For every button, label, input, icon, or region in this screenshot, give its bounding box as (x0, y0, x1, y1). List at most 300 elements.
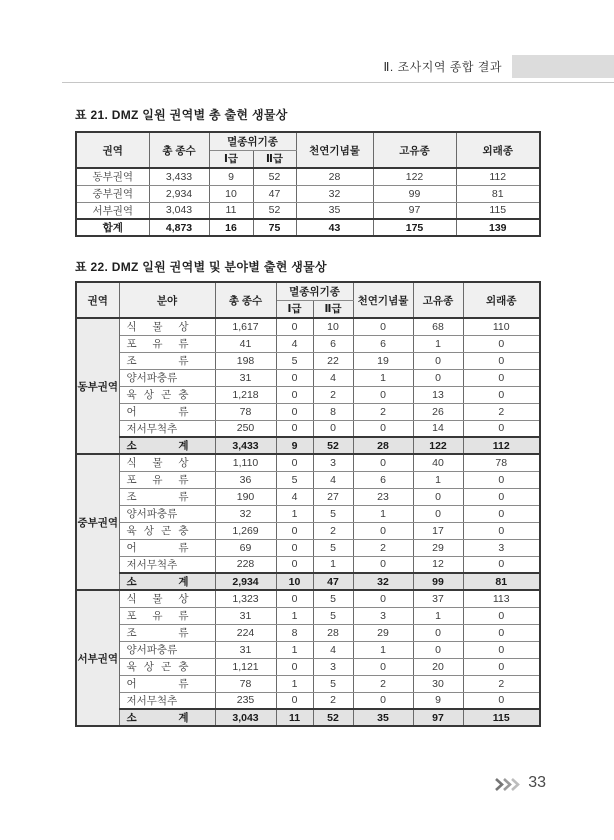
field-label-seg: 어 (126, 406, 137, 418)
value-cell: 8 (313, 403, 353, 420)
field-cell (119, 369, 215, 386)
value-cell: 3 (313, 454, 353, 471)
value-cell: 3 (313, 658, 353, 675)
column-header: 외래종 (456, 132, 540, 168)
field-cell (119, 471, 215, 488)
field-cell (119, 352, 215, 369)
value-cell: 43 (296, 219, 373, 236)
value-cell: 1,218 (215, 386, 276, 403)
field-label (127, 608, 189, 623)
value-cell: 52 (313, 709, 353, 726)
subtotal-row (76, 573, 540, 590)
biota-row (76, 369, 540, 386)
value-cell: 1 (353, 505, 413, 522)
field-label-seg: 물 (152, 321, 163, 334)
value-cell: 0 (463, 471, 540, 488)
field-cell (119, 505, 215, 522)
value-cell: 10 (276, 573, 313, 590)
value-cell: 97 (373, 202, 456, 219)
field-label (127, 319, 189, 334)
field-label-seg: 포 (126, 474, 137, 486)
field-label-seg: 충 (178, 389, 189, 401)
field-label-seg: 유 (152, 610, 163, 622)
value-cell: 28 (296, 168, 373, 185)
value-cell: 4 (313, 471, 353, 488)
value-cell: 36 (215, 471, 276, 488)
value-cell: 2 (353, 403, 413, 420)
table21-title: 표 21. DMZ 일원 권역별 총 출현 생물상 (75, 108, 288, 122)
value-cell: 1 (353, 641, 413, 658)
column-header: 외래종 (463, 282, 540, 318)
field-label-seg: 상 (143, 661, 154, 673)
field-cell (119, 488, 215, 505)
value-cell: 2 (313, 386, 353, 403)
field-label-seg: 식 (126, 457, 137, 470)
value-cell: 115 (456, 202, 540, 219)
value-cell: 47 (253, 185, 296, 202)
field-label-seg: 육 (126, 661, 137, 673)
value-cell: 5 (313, 590, 353, 607)
value-cell: 28 (313, 624, 353, 641)
region-cell: 합계 (76, 219, 149, 236)
value-cell: 1,269 (215, 522, 276, 539)
value-cell: 2 (353, 539, 413, 556)
value-cell: 35 (296, 202, 373, 219)
value-cell: 31 (215, 607, 276, 624)
field-cell (119, 522, 215, 539)
value-cell: 35 (353, 709, 413, 726)
value-cell: 2,934 (149, 185, 209, 202)
field-label-seg: 식 (126, 321, 137, 334)
running-header-tab (512, 55, 614, 78)
value-cell: 2 (463, 675, 540, 692)
field-cell (119, 709, 215, 726)
value-cell: 6 (353, 335, 413, 352)
biota-row (76, 692, 540, 709)
value-cell: 3 (463, 539, 540, 556)
field-label-seg: 류 (178, 678, 189, 690)
value-cell: 81 (463, 573, 540, 590)
value-cell: 0 (276, 454, 313, 471)
field-cell (119, 454, 215, 471)
field-label-seg: 포 (126, 338, 137, 350)
value-cell: 32 (353, 573, 413, 590)
value-cell: 0 (413, 641, 463, 658)
value-cell: 0 (276, 318, 313, 335)
column-header: 권역 (76, 132, 149, 168)
field-cell (119, 641, 215, 658)
value-cell: 0 (463, 556, 540, 573)
value-cell: 16 (209, 219, 253, 236)
value-cell: 78 (215, 675, 276, 692)
value-cell: 22 (313, 352, 353, 369)
biota-row (76, 658, 540, 675)
field-label (127, 642, 189, 657)
value-cell: 0 (463, 692, 540, 709)
value-cell: 1 (353, 369, 413, 386)
column-header: Ⅰ급 (276, 300, 313, 318)
value-cell: 8 (276, 624, 313, 641)
value-cell: 0 (353, 692, 413, 709)
value-cell: 0 (353, 556, 413, 573)
value-cell: 3,433 (215, 437, 276, 454)
column-header: Ⅱ급 (253, 150, 296, 168)
value-cell: 0 (463, 386, 540, 403)
value-cell: 0 (463, 624, 540, 641)
value-cell: 224 (215, 624, 276, 641)
region-cell: 서부권역 (76, 590, 119, 726)
region-cell: 동부권역 (76, 168, 149, 185)
biota-row (76, 522, 540, 539)
header-row (76, 282, 540, 300)
table-header (76, 132, 540, 168)
column-header: 멸종위기종 (209, 132, 296, 150)
field-label-seg: 소 (126, 440, 137, 452)
biota-row (76, 641, 540, 658)
field-label (127, 557, 189, 572)
value-cell: 0 (463, 658, 540, 675)
value-cell: 3,433 (149, 168, 209, 185)
value-cell: 0 (276, 692, 313, 709)
field-label (127, 710, 189, 725)
field-label-seg: 조 (126, 355, 137, 367)
biota-row (76, 488, 540, 505)
value-cell: 1 (313, 556, 353, 573)
value-cell: 235 (215, 692, 276, 709)
value-cell: 3,043 (149, 202, 209, 219)
value-cell: 4 (276, 488, 313, 505)
field-label (127, 676, 189, 691)
field-label-seg: 식 (126, 593, 137, 606)
value-cell: 1 (413, 471, 463, 488)
field-label-seg: 저서무척추 (126, 694, 178, 707)
field-label (127, 472, 189, 487)
value-cell: 0 (276, 403, 313, 420)
value-cell: 2,934 (215, 573, 276, 590)
field-label-seg: 육 (126, 389, 137, 401)
field-label-seg: 물 (152, 457, 163, 470)
biota-row (76, 352, 540, 369)
value-cell: 37 (413, 590, 463, 607)
value-cell: 0 (413, 369, 463, 386)
value-cell: 2 (463, 403, 540, 420)
column-header: 멸종위기종 (276, 282, 353, 300)
value-cell: 228 (215, 556, 276, 573)
value-cell: 190 (215, 488, 276, 505)
value-cell: 2 (313, 692, 353, 709)
value-cell: 14 (413, 420, 463, 437)
field-label-seg: 육 (126, 525, 137, 537)
value-cell: 9 (276, 437, 313, 454)
value-cell: 122 (413, 437, 463, 454)
field-cell (119, 624, 215, 641)
value-cell: 0 (413, 624, 463, 641)
value-cell: 69 (215, 539, 276, 556)
value-cell: 0 (353, 454, 413, 471)
table-row (76, 168, 540, 185)
field-label-seg: 류 (178, 338, 189, 350)
field-label-seg: 조 (126, 491, 137, 503)
value-cell: 0 (276, 556, 313, 573)
value-cell: 3 (353, 607, 413, 624)
field-cell (119, 437, 215, 454)
chevrons-icon (494, 777, 521, 792)
value-cell: 41 (215, 335, 276, 352)
value-cell: 0 (463, 522, 540, 539)
field-label-seg: 충 (178, 661, 189, 673)
biota-row (76, 505, 540, 522)
value-cell: 5 (313, 539, 353, 556)
value-cell: 0 (276, 658, 313, 675)
field-label-seg: 소 (126, 712, 137, 724)
value-cell: 5 (276, 352, 313, 369)
column-header: 천연기념물 (353, 282, 413, 318)
table-row (76, 202, 540, 219)
value-cell: 0 (463, 420, 540, 437)
value-cell: 26 (413, 403, 463, 420)
table21 (75, 131, 541, 237)
value-cell: 0 (463, 335, 540, 352)
value-cell: 10 (209, 185, 253, 202)
value-cell: 68 (413, 318, 463, 335)
value-cell: 23 (353, 488, 413, 505)
value-cell: 0 (353, 522, 413, 539)
field-label (127, 506, 189, 521)
value-cell: 0 (276, 522, 313, 539)
value-cell: 1 (413, 335, 463, 352)
field-label-seg: 류 (178, 542, 189, 554)
field-label-seg: 양서파충류 (126, 644, 178, 656)
value-cell: 0 (276, 539, 313, 556)
field-cell (119, 539, 215, 556)
field-label-seg: 양서파충류 (126, 508, 178, 520)
field-label (127, 353, 189, 368)
biota-row (76, 403, 540, 420)
field-label-seg: 곤 (161, 525, 172, 537)
value-cell: 31 (215, 369, 276, 386)
value-cell: 112 (456, 168, 540, 185)
running-header-text: Ⅱ. 조사지역 종합 결과 (383, 60, 502, 74)
field-cell (119, 590, 215, 607)
value-cell: 1,121 (215, 658, 276, 675)
value-cell: 0 (353, 590, 413, 607)
value-cell: 198 (215, 352, 276, 369)
biota-row (76, 454, 540, 471)
field-cell (119, 318, 215, 335)
region-cell: 동부권역 (76, 318, 119, 454)
value-cell: 4 (276, 335, 313, 352)
value-cell: 0 (463, 352, 540, 369)
field-cell (119, 386, 215, 403)
table-header (76, 282, 540, 318)
value-cell: 1,617 (215, 318, 276, 335)
column-header: Ⅰ급 (209, 150, 253, 168)
value-cell: 3,043 (215, 709, 276, 726)
field-cell (119, 658, 215, 675)
header-rule (62, 82, 614, 83)
field-label (127, 336, 189, 351)
value-cell: 11 (209, 202, 253, 219)
field-label-seg: 소 (126, 576, 137, 588)
value-cell: 11 (276, 709, 313, 726)
value-cell: 5 (313, 675, 353, 692)
field-label (127, 421, 189, 436)
value-cell: 99 (373, 185, 456, 202)
field-label-seg: 어 (126, 542, 137, 554)
biota-row (76, 471, 540, 488)
value-cell: 10 (313, 318, 353, 335)
column-header: 권역 (76, 282, 119, 318)
field-cell (119, 573, 215, 590)
field-label-seg: 유 (152, 474, 163, 486)
field-label-seg: 곤 (161, 661, 172, 673)
field-label-seg: 상 (143, 525, 154, 537)
field-label-seg: 류 (178, 355, 189, 367)
column-header: 분야 (119, 282, 215, 318)
value-cell: 99 (413, 573, 463, 590)
column-header: 천연기념물 (296, 132, 373, 168)
field-label-seg: 양서파충류 (126, 372, 178, 384)
field-label-seg: 류 (178, 474, 189, 486)
field-label (127, 540, 189, 555)
field-label (127, 591, 189, 606)
value-cell: 0 (353, 658, 413, 675)
value-cell: 27 (313, 488, 353, 505)
value-cell: 1,110 (215, 454, 276, 471)
biota-row (76, 590, 540, 607)
column-header: 총 종수 (149, 132, 209, 168)
biota-row (76, 318, 540, 335)
value-cell: 47 (313, 573, 353, 590)
value-cell: 52 (313, 437, 353, 454)
value-cell: 0 (276, 369, 313, 386)
field-label-seg: 류 (178, 406, 189, 418)
field-label (127, 574, 189, 589)
value-cell: 12 (413, 556, 463, 573)
value-cell: 0 (276, 386, 313, 403)
value-cell: 0 (413, 352, 463, 369)
field-cell (119, 403, 215, 420)
table22 (75, 281, 541, 727)
field-label (127, 625, 189, 640)
value-cell: 40 (413, 454, 463, 471)
field-label (127, 455, 189, 470)
biota-row (76, 624, 540, 641)
field-label-seg: 상 (178, 457, 189, 470)
region-cell: 서부권역 (76, 202, 149, 219)
region-cell: 중부권역 (76, 185, 149, 202)
value-cell: 5 (313, 505, 353, 522)
table-row (76, 185, 540, 202)
field-label-seg: 류 (178, 491, 189, 503)
value-cell: 6 (353, 471, 413, 488)
value-cell: 75 (253, 219, 296, 236)
field-label-seg: 류 (178, 627, 189, 639)
field-label-seg: 유 (152, 338, 163, 350)
value-cell: 81 (456, 185, 540, 202)
value-cell: 28 (353, 437, 413, 454)
biota-row (76, 675, 540, 692)
page-number: 33 (528, 774, 546, 791)
value-cell: 1 (276, 505, 313, 522)
value-cell: 0 (463, 369, 540, 386)
field-label-seg: 상 (178, 593, 189, 606)
value-cell: 5 (276, 471, 313, 488)
field-label (127, 370, 189, 385)
field-label-seg: 계 (178, 440, 189, 452)
value-cell: 1 (413, 607, 463, 624)
field-label-seg: 류 (178, 610, 189, 622)
field-label (127, 387, 189, 402)
value-cell: 13 (413, 386, 463, 403)
value-cell: 115 (463, 709, 540, 726)
value-cell: 2 (353, 675, 413, 692)
value-cell: 4,873 (149, 219, 209, 236)
value-cell: 0 (463, 641, 540, 658)
value-cell: 0 (463, 505, 540, 522)
value-cell: 32 (296, 185, 373, 202)
value-cell: 175 (373, 219, 456, 236)
field-label-seg: 저서무척추 (126, 558, 178, 571)
value-cell: 110 (463, 318, 540, 335)
value-cell: 0 (413, 488, 463, 505)
value-cell: 78 (215, 403, 276, 420)
value-cell: 2 (313, 522, 353, 539)
value-cell: 0 (463, 488, 540, 505)
total-row (76, 219, 540, 236)
field-label (127, 659, 189, 674)
value-cell: 1 (276, 607, 313, 624)
field-label-seg: 상 (178, 321, 189, 334)
field-label-seg: 곤 (161, 389, 172, 401)
biota-row (76, 335, 540, 352)
value-cell: 30 (413, 675, 463, 692)
value-cell: 122 (373, 168, 456, 185)
page-footer (494, 774, 546, 792)
value-cell: 20 (413, 658, 463, 675)
value-cell: 32 (215, 505, 276, 522)
field-label (127, 693, 189, 708)
column-header: 총 종수 (215, 282, 276, 318)
field-label (127, 489, 189, 504)
value-cell: 5 (313, 607, 353, 624)
field-label-seg: 저서무척추 (126, 422, 178, 435)
field-label-seg: 어 (126, 678, 137, 690)
field-label-seg: 포 (126, 610, 137, 622)
header-row (76, 132, 540, 150)
field-label-seg: 충 (178, 525, 189, 537)
value-cell: 0 (353, 318, 413, 335)
subtotal-row (76, 437, 540, 454)
field-cell (119, 675, 215, 692)
biota-row (76, 539, 540, 556)
region-cell: 중부권역 (76, 454, 119, 590)
value-cell: 9 (209, 168, 253, 185)
value-cell: 113 (463, 590, 540, 607)
value-cell: 0 (353, 420, 413, 437)
biota-row (76, 420, 540, 437)
value-cell: 97 (413, 709, 463, 726)
value-cell: 0 (313, 420, 353, 437)
value-cell: 52 (253, 202, 296, 219)
value-cell: 112 (463, 437, 540, 454)
value-cell: 0 (413, 505, 463, 522)
field-label (127, 523, 189, 538)
value-cell: 4 (313, 641, 353, 658)
table22-title: 표 22. DMZ 일원 권역별 및 분야별 출현 생물상 (75, 260, 327, 274)
field-label (127, 438, 189, 453)
field-label-seg: 계 (178, 576, 189, 588)
